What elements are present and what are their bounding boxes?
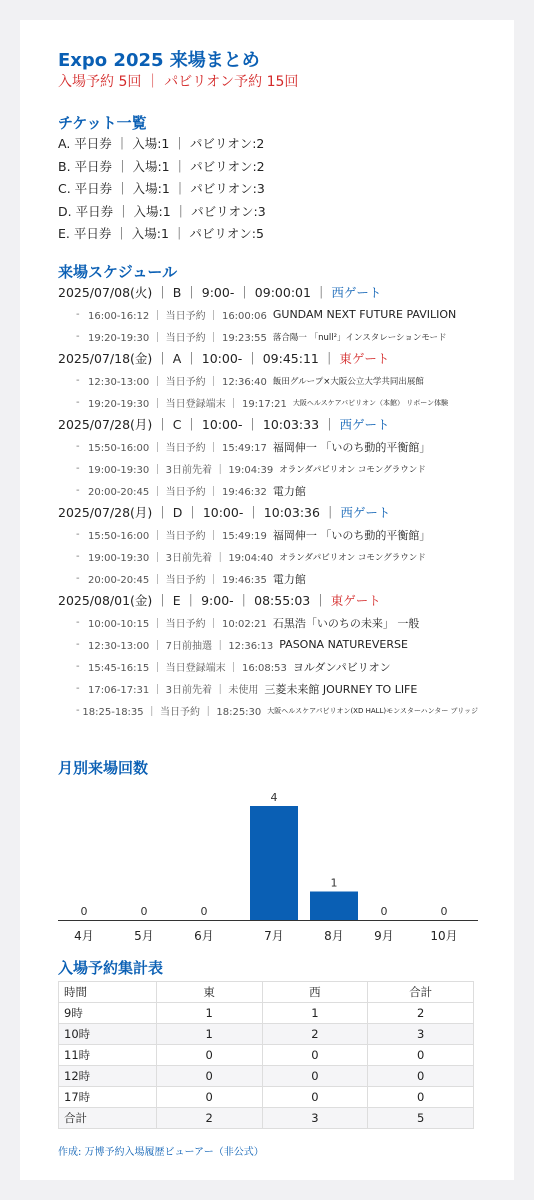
- pavilion-meta: 12:30-13:00 ｜ 当日予約 ｜ 12:36:40: [88, 377, 267, 388]
- value-cell: 0: [262, 1065, 368, 1086]
- x-tick-label: 6月: [194, 928, 214, 943]
- bar-value-label: 0: [440, 904, 448, 918]
- value-cell: 2: [156, 1107, 262, 1128]
- value-cell: 0: [368, 1065, 474, 1086]
- pavilion-row: [58, 634, 478, 656]
- pavilion-bullet: -: [76, 551, 80, 562]
- pavilion-name: 福岡伸一 「いのち動的平衡館」: [272, 440, 431, 454]
- pavilion-row: [58, 458, 478, 480]
- pavilion-bullet: -: [76, 529, 80, 540]
- pavilion-meta: 19:00-19:30 ｜ 3日前先着 ｜ 19:04:40: [88, 553, 274, 564]
- value-cell: 1: [262, 1002, 368, 1023]
- pavilion-meta: 15:50-16:00 ｜ 当日予約 ｜ 15:49:17: [88, 443, 267, 454]
- pavilion-bullet: -: [76, 683, 80, 694]
- ticket-item: E. 平日券 ｜ 入場:1 ｜ パビリオン:5: [58, 226, 264, 241]
- tickets-heading: チケット一覧: [58, 114, 147, 132]
- pavilion-meta: 16:00-16:12 ｜ 当日予約 ｜ 16:00:06: [88, 311, 267, 322]
- pavilion-meta: 20:00-20:45 ｜ 当日予約 ｜ 19:46:32: [88, 487, 267, 498]
- bar-value-label: 0: [380, 904, 388, 918]
- table-row: [59, 1044, 474, 1065]
- pavilion-row: [58, 568, 478, 590]
- pavilion-row: [58, 370, 478, 392]
- value-cell: 2: [368, 1002, 474, 1023]
- pavilion-bullet: -: [76, 661, 80, 672]
- gate-label: 西ゲート: [339, 416, 390, 432]
- bar: [310, 891, 358, 920]
- x-tick-label: 10月: [430, 928, 458, 943]
- pavilion-row: [58, 304, 478, 326]
- pavilion-name: ヨルダンパビリオン: [292, 660, 391, 674]
- pavilion-meta: 19:20-19:30 ｜ 当日予約 ｜ 19:23:55: [88, 333, 267, 344]
- pavilion-row: [58, 612, 478, 634]
- pavilion-name: 落合陽一 「null²」インスタレーションモード: [272, 332, 447, 343]
- pavilion-bullet: -: [76, 441, 80, 452]
- value-cell: 0: [262, 1044, 368, 1065]
- bar-value-label: 1: [330, 876, 338, 889]
- table-row: [59, 1065, 474, 1086]
- aggregate-heading: 入場予約集計表: [58, 958, 164, 977]
- pavilion-name: 福岡伸一 「いのち動的平衡館」: [272, 528, 431, 542]
- pavilion-bullet: -: [76, 573, 80, 584]
- bar-value-label: 0: [80, 904, 88, 918]
- pavilion-row: [58, 524, 478, 546]
- x-tick-label: 5月: [134, 928, 154, 943]
- reservation-summary: 入場予約 5回 ｜ パビリオン予約 15回: [58, 74, 299, 90]
- bar: [250, 806, 298, 920]
- x-tick-label: 8月: [324, 928, 344, 943]
- monthly-visits-chart: [58, 780, 478, 950]
- pavilion-row: [58, 480, 478, 502]
- ticket-item: D. 平日券 ｜ 入場:1 ｜ パビリオン:3: [58, 203, 266, 219]
- row-label-cell: 11時: [59, 1044, 157, 1065]
- row-label-cell: 17時: [59, 1086, 157, 1107]
- pavilion-meta: 12:30-13:00 ｜ 7日前抽選 ｜ 12:36:13: [88, 641, 274, 652]
- visit-header: [58, 348, 478, 370]
- column-header-east: 東: [156, 981, 262, 1002]
- ticket-list: [58, 133, 478, 246]
- page-title: Expo 2025 来場まとめ: [58, 50, 260, 71]
- monthly-bar-chart: [58, 780, 478, 950]
- entry-aggregate-table: [58, 981, 474, 1129]
- row-label-cell: 10時: [59, 1023, 157, 1044]
- value-cell: 0: [156, 1044, 262, 1065]
- pavilion-bullet: -: [76, 617, 80, 628]
- pavilion-name: 飯田グループ×大阪公立大学共同出展館: [272, 376, 424, 387]
- x-tick-label: 7月: [264, 928, 284, 943]
- footer-credit: 作成: 万博予約入場履歴ビューアー（非公式）: [58, 1146, 264, 1158]
- visit-info: 2025/07/18(金) ｜ A ｜ 10:00- ｜ 09:45:11 ｜: [58, 350, 336, 366]
- visit-info: 2025/07/08(火) ｜ B ｜ 9:00- ｜ 09:00:01 ｜: [58, 284, 328, 300]
- table-row: [59, 1086, 474, 1107]
- value-cell: 2: [262, 1023, 368, 1044]
- gate-label: 西ゲート: [340, 504, 391, 520]
- column-header-total: 合計: [368, 981, 474, 1002]
- summary-card: [20, 20, 514, 1180]
- pavilion-row: [58, 700, 478, 722]
- visit-header: [58, 414, 478, 436]
- pavilion-row: [58, 326, 478, 348]
- row-label-cell: 9時: [59, 1002, 157, 1023]
- value-cell: 3: [262, 1107, 368, 1128]
- pavilion-name: 電力館: [272, 484, 306, 498]
- table-row: [59, 1107, 474, 1128]
- card-content: [58, 50, 478, 1158]
- visit-info: 2025/07/28(月) ｜ D ｜ 10:00- ｜ 10:03:36 ｜: [58, 504, 337, 520]
- pavilion-bullet: -: [76, 705, 80, 716]
- pavilion-bullet: -: [76, 375, 80, 386]
- pavilion-meta: 10:00-10:15 ｜ 当日予約 ｜ 10:02:21: [88, 619, 267, 630]
- value-cell: 1: [156, 1002, 262, 1023]
- bar-value-label: 4: [270, 790, 278, 804]
- value-cell: 0: [262, 1086, 368, 1107]
- visit-info: 2025/07/28(月) ｜ C ｜ 10:00- ｜ 10:03:33 ｜: [58, 416, 336, 432]
- column-header-time: 時間: [59, 981, 157, 1002]
- ticket-item: A. 平日券 ｜ 入場:1 ｜ パビリオン:2: [58, 136, 265, 151]
- pavilion-row: [58, 436, 478, 458]
- pavilion-meta: 15:45-16:15 ｜ 当日登録端末 ｜ 16:08:53: [88, 663, 287, 674]
- table-row: [59, 1023, 474, 1044]
- gate-label: 西ゲート: [331, 284, 382, 300]
- pavilion-bullet: -: [76, 309, 80, 320]
- pavilion-name: オランダパビリオン コモングラウンド: [279, 464, 426, 475]
- pavilion-bullet: -: [76, 639, 80, 650]
- value-cell: 0: [368, 1086, 474, 1107]
- pavilion-name: 大阪ヘルスケアパビリオン(XD HALL)モンスターハンター ブリッジ: [267, 706, 478, 715]
- gate-label: 東ゲート: [330, 592, 381, 608]
- visit-header: [58, 502, 478, 524]
- pavilion-name: 石黒浩「いのちの未来」 一般: [272, 616, 420, 630]
- column-header-west: 西: [262, 981, 368, 1002]
- bar-value-label: 0: [200, 904, 208, 918]
- ticket-item: C. 平日券 ｜ 入場:1 ｜ パビリオン:3: [58, 181, 265, 196]
- value-cell: 1: [156, 1023, 262, 1044]
- pavilion-name: GUNDAM NEXT FUTURE PAVILION: [272, 308, 457, 321]
- pavilion-meta: 17:06-17:31 ｜ 3日前先着 ｜ 未使用: [88, 685, 259, 696]
- x-tick-label: 9月: [374, 928, 394, 943]
- pavilion-bullet: -: [76, 331, 80, 342]
- pavilion-meta: 18:25-18:35 ｜ 当日予約 ｜ 18:25:30: [82, 707, 262, 718]
- monthly-heading: 月別来場回数: [58, 758, 149, 777]
- visit-header: [58, 590, 478, 612]
- schedule-heading: 来場スケジュール: [58, 262, 178, 281]
- pavilion-row: [58, 656, 478, 678]
- pavilion-row: [58, 546, 478, 568]
- ticket-item: B. 平日券 ｜ 入場:1 ｜ パビリオン:2: [58, 158, 265, 174]
- pavilion-name: PASONA NATUREVERSE: [279, 638, 408, 651]
- value-cell: 3: [368, 1023, 474, 1044]
- pavilion-meta: 15:50-16:00 ｜ 当日予約 ｜ 15:49:19: [88, 531, 267, 542]
- pavilion-row: [58, 392, 478, 414]
- pavilion-name: 大阪ヘルスケアパビリオン（本館） リボーン体験: [292, 398, 449, 407]
- row-label-cell: 合計: [59, 1107, 157, 1128]
- visit-schedule: [58, 282, 478, 722]
- bar-value-label: 0: [140, 904, 148, 918]
- row-label-cell: 12時: [59, 1065, 157, 1086]
- pavilion-name: 電力館: [272, 572, 306, 586]
- pavilion-bullet: -: [76, 463, 80, 474]
- pavilion-meta: 19:20-19:30 ｜ 当日登録端末 ｜ 19:17:21: [88, 399, 287, 410]
- gate-label: 東ゲート: [339, 350, 390, 366]
- aggregate-table-body: [59, 1002, 474, 1128]
- pavilion-meta: 19:00-19:30 ｜ 3日前先着 ｜ 19:04:39: [88, 465, 274, 476]
- visit-info: 2025/08/01(金) ｜ E ｜ 9:00- ｜ 08:55:03 ｜: [58, 592, 327, 608]
- value-cell: 0: [156, 1086, 262, 1107]
- pavilion-name: オランダパビリオン コモングラウンド: [279, 552, 426, 563]
- value-cell: 0: [368, 1044, 474, 1065]
- value-cell: 0: [156, 1065, 262, 1086]
- pavilion-name: 三菱未来館 JOURNEY TO LIFE: [264, 682, 418, 696]
- x-tick-label: 4月: [74, 928, 94, 943]
- pavilion-bullet: -: [76, 397, 80, 408]
- table-header-row: [59, 981, 474, 1002]
- visit-header: [58, 282, 478, 304]
- pavilion-meta: 20:00-20:45 ｜ 当日予約 ｜ 19:46:35: [88, 575, 267, 586]
- pavilion-row: [58, 678, 478, 700]
- table-row: [59, 1002, 474, 1023]
- value-cell: 5: [368, 1107, 474, 1128]
- pavilion-bullet: -: [76, 485, 80, 496]
